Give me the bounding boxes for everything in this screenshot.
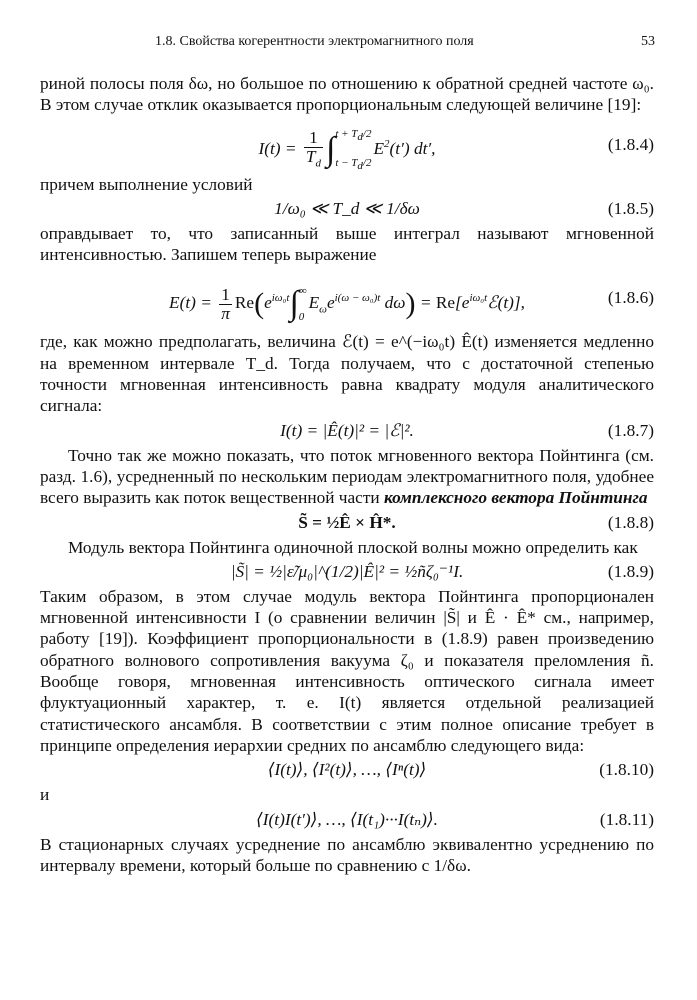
equation-number: (1.8.9)	[607, 561, 654, 581]
section-title: 1.8. Свойства когерентности электромагнитного поля	[155, 34, 474, 49]
paragraph-9: В стационарных случаях усреднение по ансамблю эквивалентно усреднению по интервалу времени, который больше по сравнению с 1/δω.	[40, 834, 654, 875]
equation-1-8-10-formula: ⟨I(t)⟩, ⟨I²(t)⟩, …, ⟨Iⁿ(t)⟩	[267, 760, 427, 780]
equation-1-8-6-formula: E(t) = $\frac{1}{\pi}$ $Re(e^{i\omega_0t}\int$ ∞ 0 $E_\omega e^{i(\omega - \omega_0)t}$ $d\omega) = Re[e^{i\omega_0t}ℰ(t)]$,	[169, 284, 525, 324]
equation-1-8-10	[40, 756, 654, 784]
equation-1-8-4-formula: I(t) = $\frac{1}{T_d}$ ∫ $t + T_d/2$ $t - T_d/2$ $E^2(t')$ dt′,	[258, 127, 436, 173]
equation-1-8-7-formula: I(t) = |Ê(t)|² = |ℰ|².	[280, 420, 414, 440]
paragraph-3: оправдывает то, что записанный выше интеграл называют мгновенной интенсивностью. Запишем теперь выражение	[40, 223, 654, 265]
page-number: 53	[641, 34, 655, 49]
equation-1-8-9-formula: |S̃| = ½|ε̃/μ₀|^(1/2)|Ê|² = ½ñζ₀⁻¹I.	[230, 561, 464, 581]
paragraph-1: риной полосы поля δω, но большое по отношению к обратной средней частоте ω₀. В этом случае отклик оказывается пропорциональным следующей величине [19]:	[40, 74, 654, 115]
equation-number: (1.8.7)	[607, 420, 654, 440]
paragraph-8: и	[40, 785, 50, 805]
equation-1-8-8	[40, 509, 654, 537]
paragraph-6: Модуль вектора Пойнтинга одиночной плоской волны можно определить как	[68, 537, 638, 557]
equation-number: (1.8.8)	[607, 512, 654, 532]
equation-number: (1.8.5)	[607, 198, 654, 218]
equation-1-8-5	[40, 195, 654, 223]
equation-1-8-9	[40, 558, 654, 586]
page-body	[40, 73, 654, 876]
paragraph-7: Таким образом, в этом случае модуль вектора Пойнтинга пропорционален мгновенной интенсивности I (о сравнении величин |S̃| и Ê · Ê* см., например, работу [19]). Коэффициент пропорциональности в (1.8.9) равен произведению обратного волнового сопротивления вакуума ζ₀ и показателя преломления ñ. Вообще говоря, мгновенная интенсивность оптического сигнала имеет флуктуационный характер, т. е. I(t) является отдельной реализацией статистического ансамбля. В соответствии с этим полное описание требует в принципе определения иерархии средних по ансамблю следующего вида:	[40, 586, 654, 755]
paragraph-5	[40, 445, 654, 509]
running-header	[40, 34, 655, 54]
equation-1-8-11	[40, 806, 654, 834]
equation-number: (1.8.4)	[607, 134, 654, 154]
paragraph-4: где, как можно предполагать, величина ℰ(t) = e^(−iω₀t) Ê(t) изменяется медленно на временном интервале T_d. Тогда получаем, что с достаточной степенью точности мгновенная интенсивность равна квадрату модуля аналитического сигнала:	[40, 332, 654, 416]
equation-1-8-11-formula: ⟨I(t)I(t′)⟩, …, ⟨I(t₁)···I(tₙ)⟩.	[256, 809, 438, 829]
equation-1-8-7	[40, 417, 654, 445]
paragraph-2: причем выполнение условий	[40, 174, 253, 194]
equation-number: (1.8.10)	[599, 760, 654, 780]
equation-1-8-6	[40, 265, 654, 331]
equation-1-8-4	[40, 116, 654, 174]
equation-1-8-5-formula: 1/ω₀ ≪ T_d ≪ 1/δω	[274, 198, 420, 218]
equation-number: (1.8.11)	[599, 809, 654, 829]
paragraph-5-text: Точно так же можно показать, что поток мгновенного вектора Пойнтинга (см. разд. 1.6), усредненный по нескольким периодам электромагнитного поля, удобнее всего выразить как поток вещественной части	[40, 445, 654, 508]
emphasis-term: комплексного вектора Пойнтинга	[383, 488, 648, 508]
equation-number: (1.8.6)	[607, 288, 654, 308]
equation-1-8-8-formula: S̃ = ½Ê × Ĥ*.	[298, 512, 396, 532]
